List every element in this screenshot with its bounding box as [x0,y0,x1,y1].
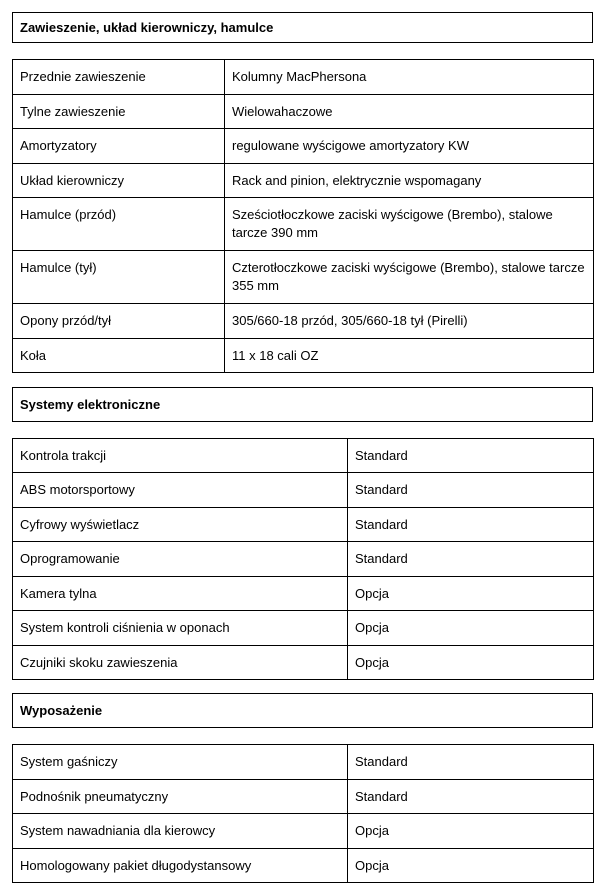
row-label: Układ kierowniczy [13,164,225,198]
row-value: Opcja [348,849,594,883]
row-label: Kamera tylna [13,577,348,611]
row-value: 11 x 18 cali OZ [225,339,594,373]
row-value: Standard [348,473,594,508]
section-title: Systemy elektroniczne [20,397,161,412]
row-label: Cyfrowy wyświetlacz [13,508,348,542]
table-row [13,814,594,849]
row-label: Hamulce (przód) [13,198,225,251]
row-value: Kolumny MacPhersona [225,60,594,95]
table-row [13,646,594,680]
table-row [13,473,594,508]
row-value: Opcja [348,577,594,611]
table-row [13,339,594,373]
row-label: Amortyzatory [13,129,225,164]
row-value: Standard [348,745,594,780]
table-row [13,304,594,339]
table-row [13,164,594,198]
row-label: Oprogramowanie [13,542,348,577]
row-value: Opcja [348,646,594,680]
spec-table-electronics [12,438,594,680]
row-label: Hamulce (tył) [13,251,225,304]
row-label: ABS motorsportowy [13,473,348,508]
row-value: Wielowahaczowe [225,95,594,129]
table-row [13,508,594,542]
row-value: Czterotłoczkowe zaciski wyścigowe (Brembo), stalowe tarcze 355 mm [225,251,594,304]
row-value: Sześciotłoczkowe zaciski wyścigowe (Brembo), stalowe tarcze 390 mm [225,198,594,251]
row-label: Kontrola trakcji [13,439,348,473]
row-value: Opcja [348,814,594,849]
row-label: System kontroli ciśnienia w oponach [13,611,348,646]
section-heading-equipment [12,693,593,728]
section-heading-electronics [12,387,593,422]
table-row [13,611,594,646]
row-label: System gaśniczy [13,745,348,780]
row-label: System nawadniania dla kierowcy [13,814,348,849]
table-row [13,95,594,129]
section-title: Wyposażenie [20,703,103,718]
row-label: Czujniki skoku zawieszenia [13,646,348,680]
row-value: Opcja [348,611,594,646]
row-label: Podnośnik pneumatyczny [13,780,348,814]
row-value: 305/660-18 przód, 305/660-18 tył (Pirelli) [225,304,594,339]
table-row [13,60,594,95]
table-row [13,251,594,304]
section-heading-suspension [12,12,593,43]
row-label: Tylne zawieszenie [13,95,225,129]
row-label: Opony przód/tył [13,304,225,339]
table-row [13,129,594,164]
table-row [13,198,594,251]
table-row [13,577,594,611]
row-value: Standard [348,439,594,473]
table-row [13,780,594,814]
row-value: Standard [348,542,594,577]
table-row [13,849,594,883]
row-label: Przednie zawieszenie [13,60,225,95]
table-row [13,439,594,473]
table-row [13,542,594,577]
row-value: Standard [348,508,594,542]
spec-table-suspension [12,59,594,373]
section-title: Zawieszenie, układ kierowniczy, hamulce [20,20,274,35]
row-label: Homologowany pakiet długodystansowy [13,849,348,883]
row-value: regulowane wyścigowe amortyzatory KW [225,129,594,164]
spec-table-equipment [12,744,594,883]
table-row [13,745,594,780]
row-value: Standard [348,780,594,814]
row-label: Koła [13,339,225,373]
row-value: Rack and pinion, elektrycznie wspomagany [225,164,594,198]
